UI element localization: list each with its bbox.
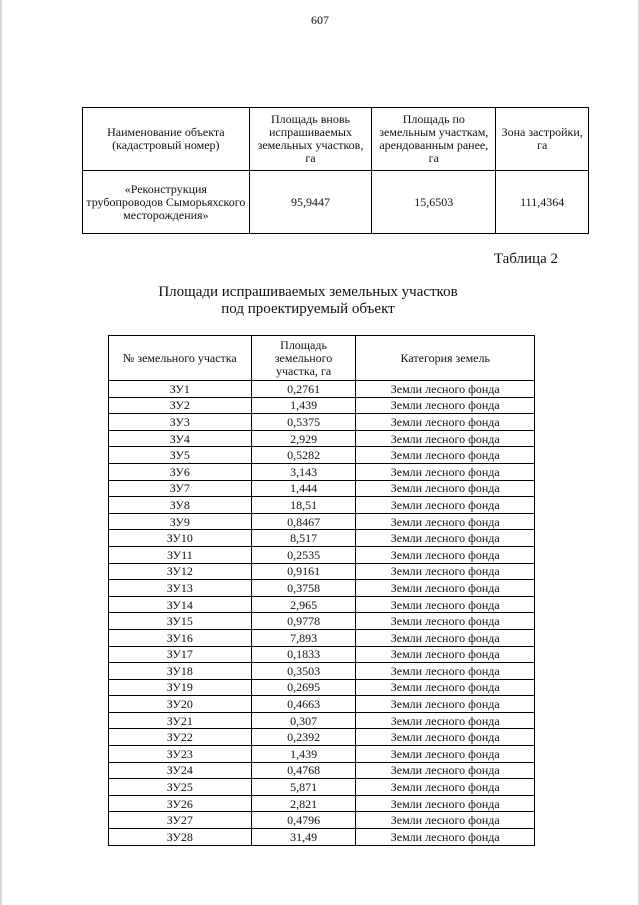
parcel-category: Земли лесного фонда (356, 480, 535, 497)
parcel-number: ЗУ15 (109, 613, 252, 630)
parcel-number: ЗУ26 (109, 795, 252, 812)
table-row (109, 596, 535, 613)
summary-object-name: «Реконструкция трубопроводов Сыморьяхского месторождения» (83, 171, 250, 234)
parcel-area: 0,9778 (251, 613, 356, 630)
parcel-number: ЗУ14 (109, 596, 252, 613)
summary-table (82, 107, 589, 234)
parcel-area: 0,2535 (251, 546, 356, 563)
table-row (109, 414, 535, 431)
table-title-line-1: Площади испрашиваемых земельных участков (158, 284, 458, 300)
parcel-area: 0,4796 (251, 812, 356, 829)
parcel-area: 0,2392 (251, 729, 356, 746)
table-row (109, 447, 535, 464)
parcel-number: ЗУ23 (109, 746, 252, 763)
parcel-number: ЗУ2 (109, 397, 252, 414)
parcel-area: 2,929 (251, 430, 356, 447)
table-row (109, 563, 535, 580)
table-row (109, 480, 535, 497)
parcel-number: ЗУ1 (109, 381, 252, 398)
table-row (109, 829, 535, 846)
parcel-category: Земли лесного фонда (356, 381, 535, 398)
parcel-category: Земли лесного фонда (356, 812, 535, 829)
parcel-category: Земли лесного фонда (356, 829, 535, 846)
summary-header-zone: Зона застройки, га (496, 108, 589, 171)
parcel-category: Земли лесного фонда (356, 430, 535, 447)
parcel-category: Земли лесного фонда (356, 530, 535, 547)
table-row (109, 397, 535, 414)
summary-header-leased-area: Площадь по земельным участкам, арендованным ранее, га (372, 108, 496, 171)
parcels-body (109, 381, 535, 846)
parcel-area: 1,439 (251, 397, 356, 414)
parcel-area: 0,4768 (251, 762, 356, 779)
parcels-header-category: Категория земель (356, 336, 535, 381)
parcel-category: Земли лесного фонда (356, 613, 535, 630)
table-row (109, 712, 535, 729)
parcel-area: 18,51 (251, 497, 356, 514)
parcel-category: Земли лесного фонда (356, 596, 535, 613)
parcel-category: Земли лесного фонда (356, 762, 535, 779)
page-edge-left (0, 0, 2, 905)
parcel-area: 5,871 (251, 779, 356, 796)
parcel-category: Земли лесного фонда (356, 397, 535, 414)
table-row (109, 613, 535, 630)
table-row (109, 812, 535, 829)
parcel-area: 3,143 (251, 463, 356, 480)
table-row (109, 779, 535, 796)
table-row (109, 513, 535, 530)
parcel-number: ЗУ9 (109, 513, 252, 530)
parcel-number: ЗУ17 (109, 646, 252, 663)
parcels-header-area: Площадь земельного участка, га (251, 336, 356, 381)
parcel-number: ЗУ24 (109, 762, 252, 779)
parcel-category: Земли лесного фонда (356, 447, 535, 464)
summary-header-row (83, 108, 589, 171)
table-caption: Таблица 2 (493, 251, 558, 267)
parcel-category: Земли лесного фонда (356, 546, 535, 563)
page-number: 607 (311, 13, 329, 27)
parcel-area: 0,5375 (251, 414, 356, 431)
parcel-area: 0,307 (251, 712, 356, 729)
parcel-category: Земли лесного фонда (356, 746, 535, 763)
table-row (109, 546, 535, 563)
table-row (109, 463, 535, 480)
table-row (109, 530, 535, 547)
parcel-category: Земли лесного фонда (356, 679, 535, 696)
parcel-category: Земли лесного фонда (356, 646, 535, 663)
parcel-area: 1,444 (251, 480, 356, 497)
parcel-area: 0,9161 (251, 563, 356, 580)
parcel-area: 7,893 (251, 629, 356, 646)
table-row (109, 762, 535, 779)
parcel-category: Земли лесного фонда (356, 795, 535, 812)
parcel-number: ЗУ22 (109, 729, 252, 746)
parcel-category: Земли лесного фонда (356, 629, 535, 646)
parcel-number: ЗУ25 (109, 779, 252, 796)
table-row (109, 580, 535, 597)
table-row (109, 746, 535, 763)
parcel-number: ЗУ18 (109, 663, 252, 680)
table-title (82, 284, 534, 318)
parcel-number: ЗУ28 (109, 829, 252, 846)
parcel-category: Земли лесного фонда (356, 663, 535, 680)
table-row (109, 497, 535, 514)
table-row (109, 696, 535, 713)
parcel-number: ЗУ27 (109, 812, 252, 829)
parcel-area: 0,5282 (251, 447, 356, 464)
table-row (109, 646, 535, 663)
parcels-table (108, 335, 535, 846)
parcel-number: ЗУ12 (109, 563, 252, 580)
summary-new-area: 95,9447 (249, 171, 372, 234)
table-row (109, 679, 535, 696)
parcel-area: 31,49 (251, 829, 356, 846)
parcel-number: ЗУ8 (109, 497, 252, 514)
table-row (109, 795, 535, 812)
parcel-area: 0,2761 (251, 381, 356, 398)
parcel-number: ЗУ5 (109, 447, 252, 464)
parcel-area: 0,3503 (251, 663, 356, 680)
parcel-number: ЗУ11 (109, 546, 252, 563)
table-title-line-2: под проектируемый объект (221, 301, 395, 317)
parcel-category: Земли лесного фонда (356, 497, 535, 514)
parcel-category: Земли лесного фонда (356, 563, 535, 580)
summary-zone: 111,4364 (496, 171, 589, 234)
table-row (109, 729, 535, 746)
parcel-area: 8,517 (251, 530, 356, 547)
parcel-area: 0,3758 (251, 580, 356, 597)
table-row (109, 430, 535, 447)
parcel-category: Земли лесного фонда (356, 580, 535, 597)
parcel-number: ЗУ6 (109, 463, 252, 480)
parcel-number: ЗУ7 (109, 480, 252, 497)
parcel-category: Земли лесного фонда (356, 696, 535, 713)
parcel-area: 2,965 (251, 596, 356, 613)
parcel-category: Земли лесного фонда (356, 729, 535, 746)
parcel-area: 0,2695 (251, 679, 356, 696)
table-row (109, 381, 535, 398)
parcel-number: ЗУ3 (109, 414, 252, 431)
parcel-category: Земли лесного фонда (356, 463, 535, 480)
parcel-number: ЗУ4 (109, 430, 252, 447)
summary-leased-area: 15,6503 (372, 171, 496, 234)
parcel-area: 0,8467 (251, 513, 356, 530)
parcel-number: ЗУ10 (109, 530, 252, 547)
parcel-number: ЗУ19 (109, 679, 252, 696)
summary-data-row (83, 171, 589, 234)
summary-header-new-area: Площадь вновь испрашиваемых земельных участков, га (249, 108, 372, 171)
parcel-category: Земли лесного фонда (356, 414, 535, 431)
parcel-area: 1,439 (251, 746, 356, 763)
parcel-category: Земли лесного фонда (356, 712, 535, 729)
parcel-number: ЗУ13 (109, 580, 252, 597)
parcels-header-number: № земельного участка (109, 336, 252, 381)
parcel-area: 0,1833 (251, 646, 356, 663)
parcel-area: 0,4663 (251, 696, 356, 713)
parcel-number: ЗУ20 (109, 696, 252, 713)
parcel-number: ЗУ16 (109, 629, 252, 646)
table-row (109, 663, 535, 680)
parcel-category: Земли лесного фонда (356, 513, 535, 530)
summary-header-object: Наименование объекта (кадастровый номер) (83, 108, 250, 171)
parcel-category: Земли лесного фонда (356, 779, 535, 796)
parcels-header-row (109, 336, 535, 381)
parcel-area: 2,821 (251, 795, 356, 812)
parcel-number: ЗУ21 (109, 712, 252, 729)
table-row (109, 629, 535, 646)
